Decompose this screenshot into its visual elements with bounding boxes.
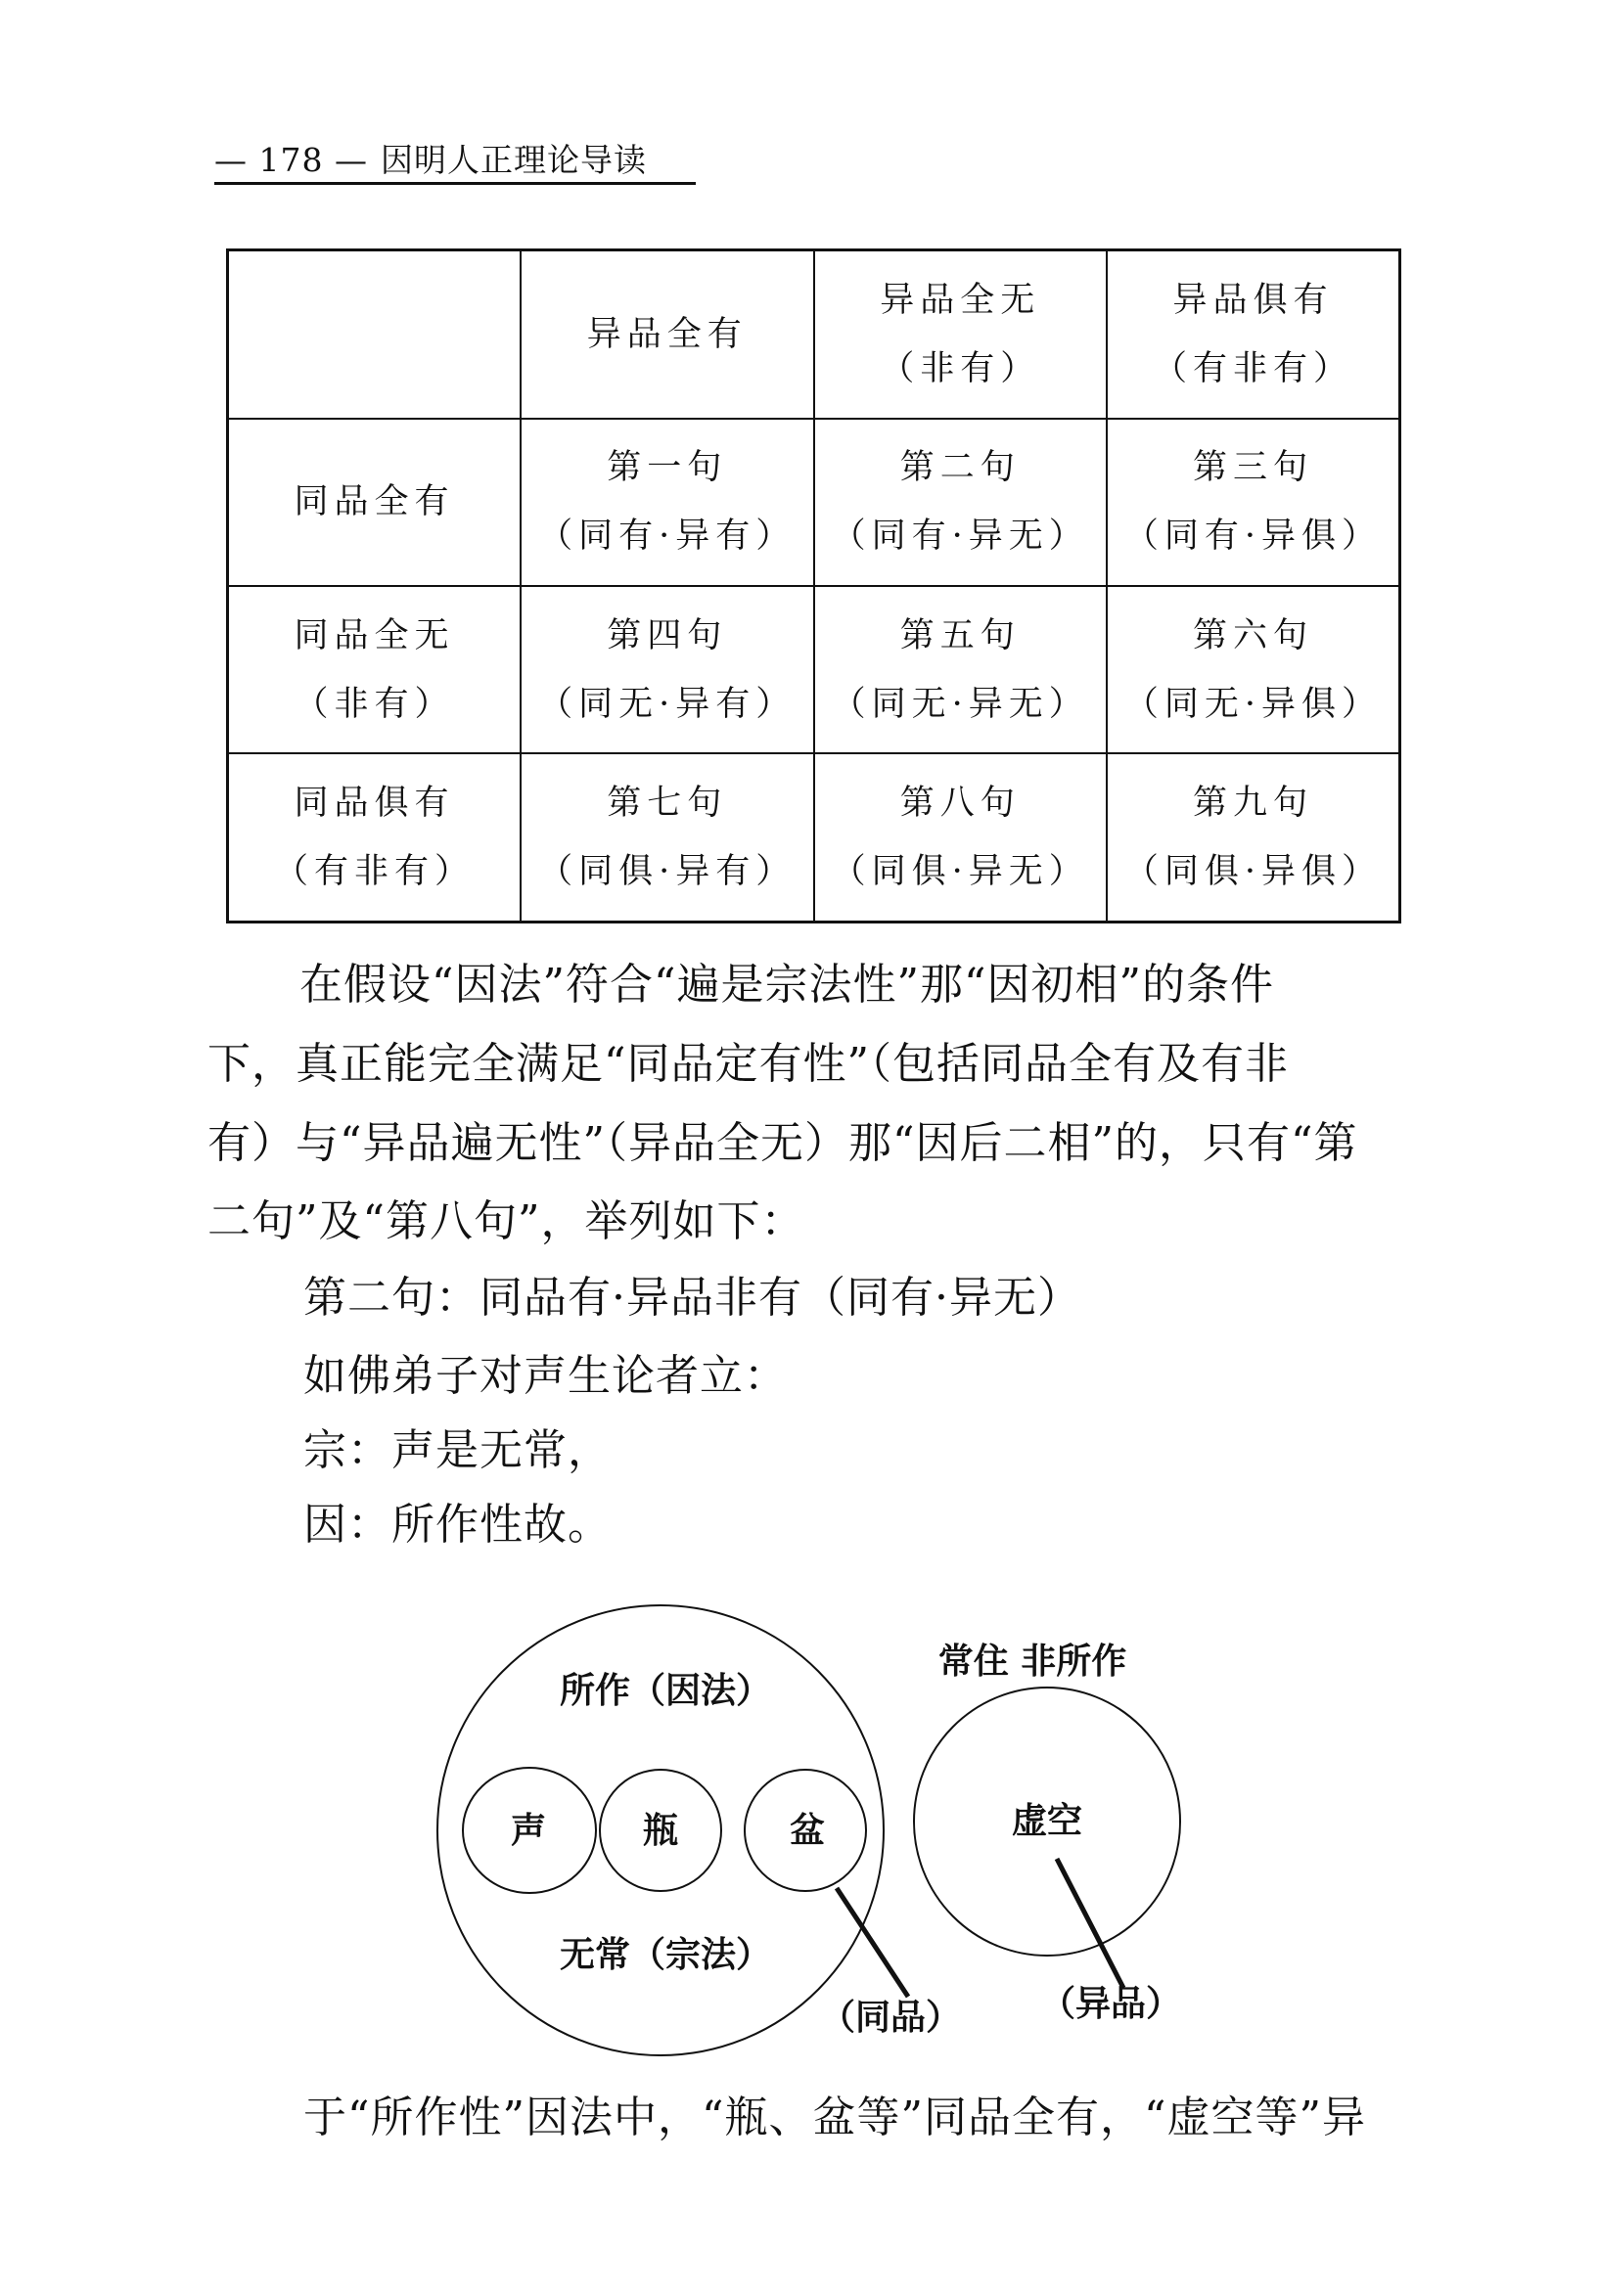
paragraph-line: 二句”及“第八句”，举列如下： [207, 1196, 805, 1246]
row-header: 同品全有 [228, 419, 522, 586]
right-circle-label: 虚空 [1011, 1801, 1083, 1841]
paragraph-line: 有）与“异品遍无性”（异品全无）那“因后二相”的，只有“第 [207, 1118, 1358, 1168]
example-line: 因：所作性故。 [303, 1500, 612, 1550]
inner-label-sound: 声 [510, 1811, 547, 1851]
table-cell: 第七句 （同俱·异有） [521, 753, 814, 922]
table-cell: 第八句 （同俱·异无） [814, 753, 1108, 922]
table-cell: 第一句 （同有·异有） [521, 419, 814, 586]
example-line: 宗：声是无常， [303, 1425, 612, 1475]
similar-label: （同品） [819, 1998, 962, 2038]
example-line: 第二句：同品有·异品非有（同有·异无） [303, 1273, 1081, 1323]
table-cell: 第五句 （同无·异无） [814, 586, 1108, 753]
outer-top-label: 所作（因法） [559, 1671, 772, 1711]
table-cell: 第六句 （同无·异俱） [1107, 586, 1400, 753]
similar-pointer-line [837, 1888, 908, 1997]
paragraph-line: 于“所作性”因法中，“瓶、盆等”同品全有，“虚空等”异 [303, 2093, 1366, 2142]
row-header: 同品全无 （非有） [228, 586, 522, 753]
example-line: 如佛弟子对声生论者立： [303, 1351, 788, 1401]
dissimilar-label: （异品） [1039, 1984, 1182, 2024]
table-cell: 第九句 （同俱·异俱） [1107, 753, 1400, 922]
book-title: 因明人正理论导读 [381, 141, 647, 179]
paragraph-line: 在假设“因法”符合“遍是宗法性”那“因初相”的条件 [299, 960, 1274, 1010]
col-header: 异品俱有 （有非有） [1107, 250, 1400, 419]
table-cell: 第二句 （同有·异无） [814, 419, 1108, 586]
col-header: 异品全无 （非有） [814, 250, 1108, 419]
table-cell: 第三句 （同有·异俱） [1107, 419, 1400, 586]
outer-bottom-label: 无常（宗法） [559, 1935, 772, 1975]
page-number: — 178 — [214, 141, 368, 179]
row-header: 同品俱有 （有非有） [228, 753, 522, 922]
table-cell: 第四句 （同无·异有） [521, 586, 814, 753]
inner-label-basin: 盆 [789, 1811, 826, 1851]
right-top-label: 常住 非所作 [937, 1642, 1127, 1682]
inner-label-pot: 瓶 [642, 1811, 679, 1851]
paragraph-line: 下，真正能完全满足“同品定有性”（包括同品全有及有非 [207, 1039, 1289, 1089]
dissimilar-pointer-line [1057, 1859, 1123, 1988]
col-header: 异品全有 [521, 250, 814, 419]
